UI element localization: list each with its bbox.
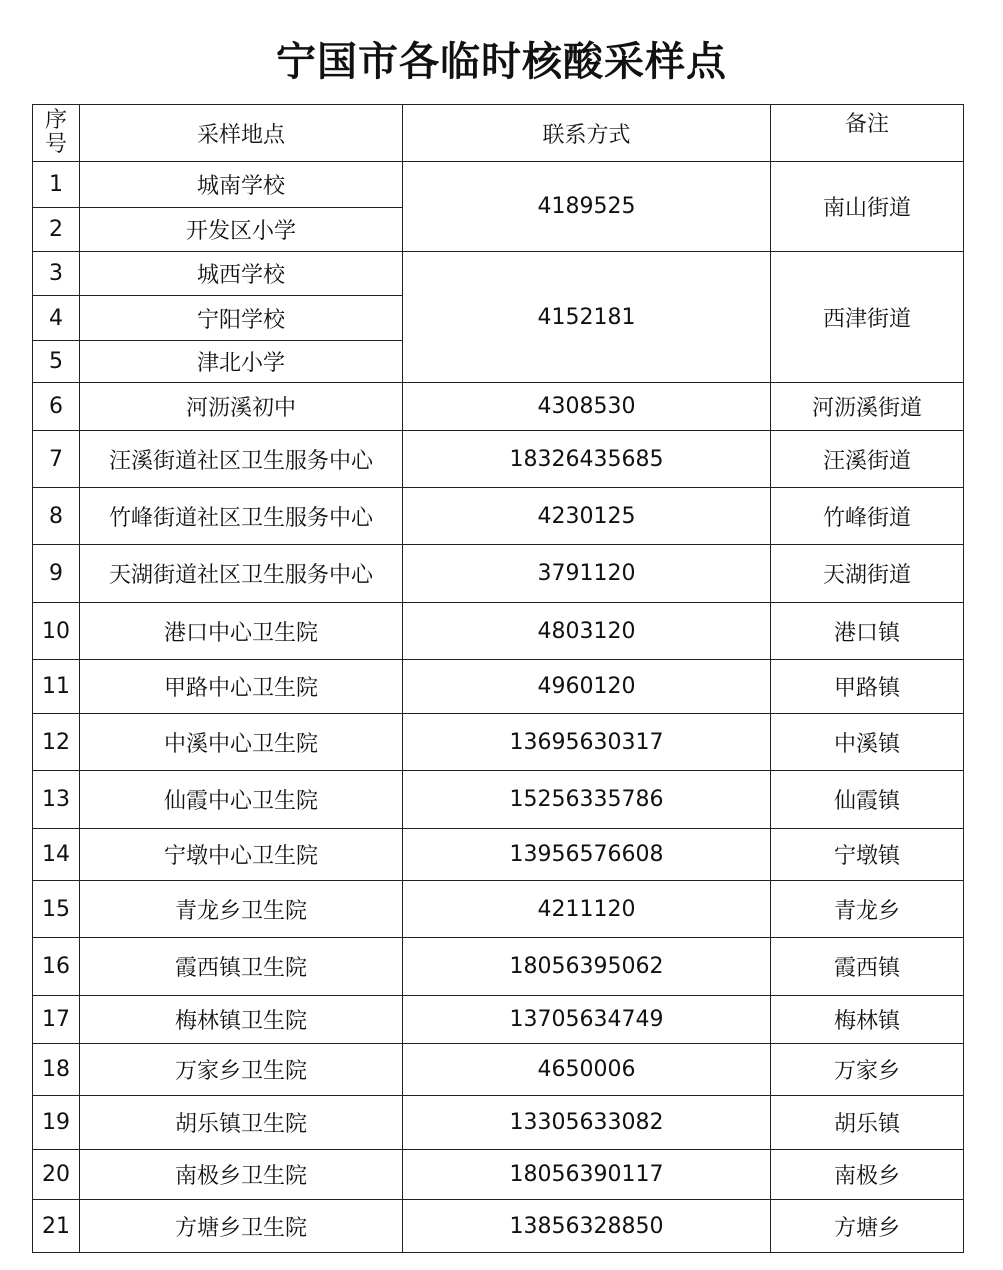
header-location: 采样地点 bbox=[80, 105, 403, 162]
contact-cell: 4960120 bbox=[403, 660, 771, 714]
note-cell: 甲路镇 bbox=[771, 660, 964, 714]
location-cell: 梅林镇卫生院 bbox=[80, 996, 403, 1044]
seq-cell: 2 bbox=[33, 208, 80, 252]
table-row bbox=[33, 829, 964, 881]
location-cell: 港口中心卫生院 bbox=[80, 603, 403, 660]
contact-cell: 4230125 bbox=[403, 488, 771, 545]
contact-cell: 4650006 bbox=[403, 1044, 771, 1096]
note-cell: 方塘乡 bbox=[771, 1200, 964, 1253]
contact-cell: 18056395062 bbox=[403, 938, 771, 996]
contact-cell: 13705634749 bbox=[403, 996, 771, 1044]
note-cell: 仙霞镇 bbox=[771, 771, 964, 829]
note-cell: 西津街道 bbox=[771, 252, 964, 383]
seq-cell: 21 bbox=[33, 1200, 80, 1253]
seq-cell: 20 bbox=[33, 1150, 80, 1200]
note-cell: 汪溪街道 bbox=[771, 431, 964, 488]
table-row bbox=[33, 488, 964, 545]
seq-cell: 4 bbox=[33, 296, 80, 341]
table-row bbox=[33, 252, 964, 296]
header-seq-label: 序号 bbox=[44, 108, 67, 157]
table-row bbox=[33, 714, 964, 771]
header-seq bbox=[33, 105, 80, 162]
seq-cell: 18 bbox=[33, 1044, 80, 1096]
location-cell: 天湖街道社区卫生服务中心 bbox=[80, 545, 403, 603]
table-row bbox=[33, 162, 964, 208]
table-row bbox=[33, 1096, 964, 1150]
location-cell: 城南学校 bbox=[80, 162, 403, 208]
location-cell: 开发区小学 bbox=[80, 208, 403, 252]
table-row bbox=[33, 771, 964, 829]
seq-cell: 17 bbox=[33, 996, 80, 1044]
table-row bbox=[33, 660, 964, 714]
note-cell: 南极乡 bbox=[771, 1150, 964, 1200]
table-row bbox=[33, 1044, 964, 1096]
location-cell: 中溪中心卫生院 bbox=[80, 714, 403, 771]
sampling-sites-table bbox=[32, 104, 964, 1253]
seq-cell: 12 bbox=[33, 714, 80, 771]
location-cell: 南极乡卫生院 bbox=[80, 1150, 403, 1200]
contact-cell: 15256335786 bbox=[403, 771, 771, 829]
seq-cell: 15 bbox=[33, 881, 80, 938]
table-row bbox=[33, 431, 964, 488]
note-cell: 万家乡 bbox=[771, 1044, 964, 1096]
note-cell: 竹峰街道 bbox=[771, 488, 964, 545]
location-cell: 汪溪街道社区卫生服务中心 bbox=[80, 431, 403, 488]
location-cell: 甲路中心卫生院 bbox=[80, 660, 403, 714]
seq-cell: 5 bbox=[33, 341, 80, 383]
seq-cell: 9 bbox=[33, 545, 80, 603]
seq-cell: 3 bbox=[33, 252, 80, 296]
contact-cell: 13956576608 bbox=[403, 829, 771, 881]
contact-cell: 13305633082 bbox=[403, 1096, 771, 1150]
location-cell: 胡乐镇卫生院 bbox=[80, 1096, 403, 1150]
note-cell: 港口镇 bbox=[771, 603, 964, 660]
note-cell: 霞西镇 bbox=[771, 938, 964, 996]
note-cell: 河沥溪街道 bbox=[771, 383, 964, 431]
note-cell: 中溪镇 bbox=[771, 714, 964, 771]
location-cell: 仙霞中心卫生院 bbox=[80, 771, 403, 829]
location-cell: 宁墩中心卫生院 bbox=[80, 829, 403, 881]
note-cell: 天湖街道 bbox=[771, 545, 964, 603]
location-cell: 青龙乡卫生院 bbox=[80, 881, 403, 938]
seq-cell: 8 bbox=[33, 488, 80, 545]
location-cell: 万家乡卫生院 bbox=[80, 1044, 403, 1096]
location-cell: 宁阳学校 bbox=[80, 296, 403, 341]
seq-cell: 6 bbox=[33, 383, 80, 431]
table-row bbox=[33, 603, 964, 660]
table-header-row bbox=[33, 105, 964, 162]
location-cell: 城西学校 bbox=[80, 252, 403, 296]
seq-cell: 14 bbox=[33, 829, 80, 881]
table-row bbox=[33, 996, 964, 1044]
table-row bbox=[33, 545, 964, 603]
contact-cell: 4803120 bbox=[403, 603, 771, 660]
contact-cell: 18056390117 bbox=[403, 1150, 771, 1200]
note-cell: 青龙乡 bbox=[771, 881, 964, 938]
header-contact: 联系方式 bbox=[403, 105, 771, 162]
table-row bbox=[33, 383, 964, 431]
contact-cell: 4189525 bbox=[403, 162, 771, 252]
location-cell: 津北小学 bbox=[80, 341, 403, 383]
seq-cell: 10 bbox=[33, 603, 80, 660]
seq-cell: 7 bbox=[33, 431, 80, 488]
table-row bbox=[33, 938, 964, 996]
seq-cell: 11 bbox=[33, 660, 80, 714]
page-title: 宁国市各临时核酸采样点 bbox=[276, 39, 727, 85]
table-row bbox=[33, 1150, 964, 1200]
contact-cell: 4308530 bbox=[403, 383, 771, 431]
note-cell: 宁墩镇 bbox=[771, 829, 964, 881]
location-cell: 河沥溪初中 bbox=[80, 383, 403, 431]
seq-cell: 16 bbox=[33, 938, 80, 996]
header-note: 备注 bbox=[771, 105, 964, 162]
contact-cell: 13856328850 bbox=[403, 1200, 771, 1253]
note-cell: 南山街道 bbox=[771, 162, 964, 252]
location-cell: 方塘乡卫生院 bbox=[80, 1200, 403, 1253]
seq-cell: 1 bbox=[33, 162, 80, 208]
location-cell: 竹峰街道社区卫生服务中心 bbox=[80, 488, 403, 545]
contact-cell: 4152181 bbox=[403, 252, 771, 383]
contact-cell: 4211120 bbox=[403, 881, 771, 938]
table-row bbox=[33, 1200, 964, 1253]
contact-cell: 13695630317 bbox=[403, 714, 771, 771]
note-cell: 胡乐镇 bbox=[771, 1096, 964, 1150]
location-cell: 霞西镇卫生院 bbox=[80, 938, 403, 996]
note-cell: 梅林镇 bbox=[771, 996, 964, 1044]
seq-cell: 19 bbox=[33, 1096, 80, 1150]
seq-cell: 13 bbox=[33, 771, 80, 829]
contact-cell: 18326435685 bbox=[403, 431, 771, 488]
table-row bbox=[33, 881, 964, 938]
contact-cell: 3791120 bbox=[403, 545, 771, 603]
